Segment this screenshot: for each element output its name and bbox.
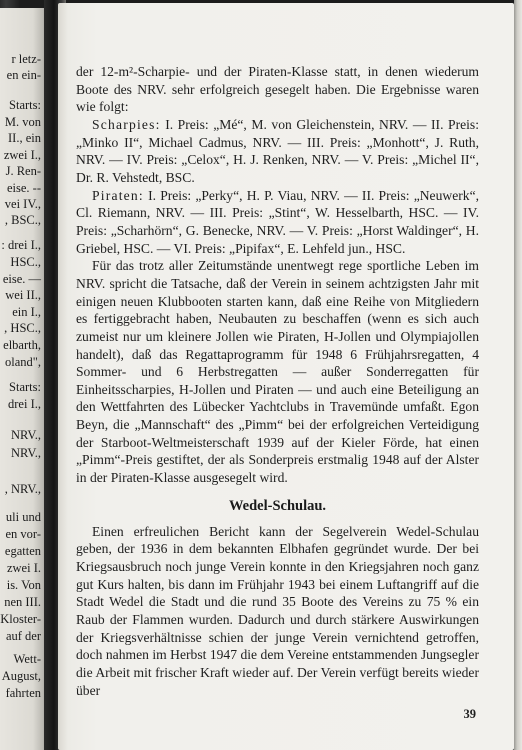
page-number: 39: [463, 707, 476, 721]
left-page-fragment: en ein-: [6, 68, 41, 82]
left-page-fragment: drei I.,: [8, 397, 41, 411]
left-facing-page: [0, 8, 47, 750]
left-page-fragment: ein I.,: [12, 305, 41, 319]
left-page-fragment: elbarth,: [3, 338, 41, 352]
page-edge: [514, 0, 522, 750]
left-page-fragment: auf der: [5, 629, 41, 643]
left-page-fragment: nen III.: [4, 595, 41, 609]
left-page-fragment: r letz-: [11, 52, 41, 66]
left-page-fragment: wei II.,: [5, 288, 41, 302]
left-page-fragment: M. von: [4, 115, 41, 129]
section-heading: Wedel-Schulau.: [228, 497, 327, 514]
left-page-fragment: Wett-: [13, 652, 41, 666]
left-page-fragment: vei IV.,: [4, 197, 41, 211]
left-page-fragment: eise. —: [2, 272, 41, 286]
left-page-fragment: Starts:: [9, 380, 41, 394]
left-page-fragment: J. Ren-: [5, 164, 41, 178]
left-page-fragment: eise. --: [6, 181, 41, 195]
left-page-fragment: fahrten: [5, 686, 41, 700]
left-page-fragment: egatten: [4, 544, 41, 558]
left-page-fragment: : drei I.,: [1, 238, 41, 252]
left-page-fragment: HSC.,: [10, 255, 41, 269]
piraten-results: [76, 187, 479, 258]
scharpies-label: Scharpies:: [92, 116, 161, 132]
intro-paragraph: der 12-m²-Scharpie- und der Piraten-Klasse statt, in denen wiederum Boote des NRV. sehr erfolgreich gesegelt haben. Die Ergebnisse waren wie folgt:: [76, 64, 479, 115]
left-page-fragment: , NRV.,: [4, 482, 41, 496]
left-page-fragment: en vor-: [5, 527, 41, 541]
page-body: [76, 63, 479, 699]
nrv-paragraph: Für das trotz aller Zeitumstände unentwegt rege sportliche Leben im NRV. spricht die Tatsache, daß der Verein in seinem achtzigsten Jahr mit einigen neuen Klubbooten starten kann, daß eine Reihe von Mitgliedern es fertiggebracht haben, Neubauten zu beschaffen (wenn es sich auch zumeist nur um kleinere Jollen wie Piraten, H-Jollen und Olympiajollen handelt), daß das Regattaprogramm für 1948 6 Frühjahrsregatten, 4 Sommer- und 6 Herbstregatten — außer Sonderregatten für Einheitsscharpies, H-Jollen und Piraten — und auch eine Beteiligung an den Wettfahrten des Lübecker Yachtclubs in Travemünde umfaßt. Egon Beyn, die „Mannschaft“ des „Pimm“ bei der erfolgreichen Verteidigung der Starboot-Weltmeisterschaft 1939 auf der Kieler Förde, hat einen „Pimm“-Preis gestiftet, der als Sonderpreis erstmalig 1948 auf der Alster in der Piraten-Klasse ausgesegelt wird.: [76, 258, 479, 486]
left-page-fragment: , BSC.,: [4, 213, 41, 227]
piraten-label: Piraten:: [92, 187, 144, 203]
left-page-fragment: zwei I.: [6, 561, 41, 575]
wedel-paragraph: Einen erfreulichen Bericht kann der Segelverein Wedel-Schulau geben, der 1936 in dem bekannten Elbhafen gegründet wurde. Der bei Kriegsausbruch noch junge Verein konnte in den Kriegsjahren noch ganz gut Kurs halten, bis dann im Frühjahr 1943 bei einem Luftangriff auf die Stadt Wedel die Stadt und die rund 35 Boote des Vereins zu 75 % ein Raub der Flammen wurden. Dadurch und durch stärkere Auswirkungen der Kriegsverhältnisse schien der junge Verein vernichtend getroffen, doch nahmen im Herbst 1947 die dem Vereine entstammenden Jungsegler die Arbeit mit frischer Kraft wieder auf. Der Verein verfügt bereits wieder über: [76, 523, 479, 698]
left-page-fragment: zwei I.,: [3, 148, 41, 162]
piraten-text: I. Preis: „Perky“, H. P. Viau, NRV. — II. Preis: „Neuwerk“, Cl. Riemann, NRV. — III. Preis: „Stint“, W. Hesselbarth, HSC. — IV. Preis: „Scharhörn“, G. Benecke, NRV. — V. Preis: „Horst Waldinger“, H. Griebel, HSC. — VI. Preis: „Pipifax“, E. Lehfeld jun., HSC.: [76, 187, 479, 256]
left-page-fragment: Starts:: [9, 98, 41, 112]
left-page-fragment: NRV.,: [10, 446, 41, 460]
scharpies-results: [76, 116, 479, 187]
scharpies-text: I. Preis: „Mé“, M. von Gleichenstein, NRV. — II. Preis: „Minko II“, Michael Cadmus, NRV. — III. Preis: „Monhott“, J. Ruth, NRV. — IV. Preis: „Celox“, H. J. Renken, NRV. — V. Preis: „Michel II“, Dr. R. Vehstedt, BSC.: [76, 116, 479, 185]
left-page-fragment: August,: [1, 669, 41, 683]
left-page-fragment: oland",: [5, 355, 41, 369]
left-page-fragment: , HSC.,: [4, 321, 41, 335]
left-page-fragment: NRV.,: [10, 428, 41, 442]
left-page-fragment: II., ein: [8, 131, 41, 145]
left-page-fragment: Kloster-: [0, 612, 41, 626]
left-page-fragment: is. Von: [6, 578, 41, 592]
book-page: [58, 3, 514, 750]
left-page-fragment: uli und: [5, 510, 41, 524]
